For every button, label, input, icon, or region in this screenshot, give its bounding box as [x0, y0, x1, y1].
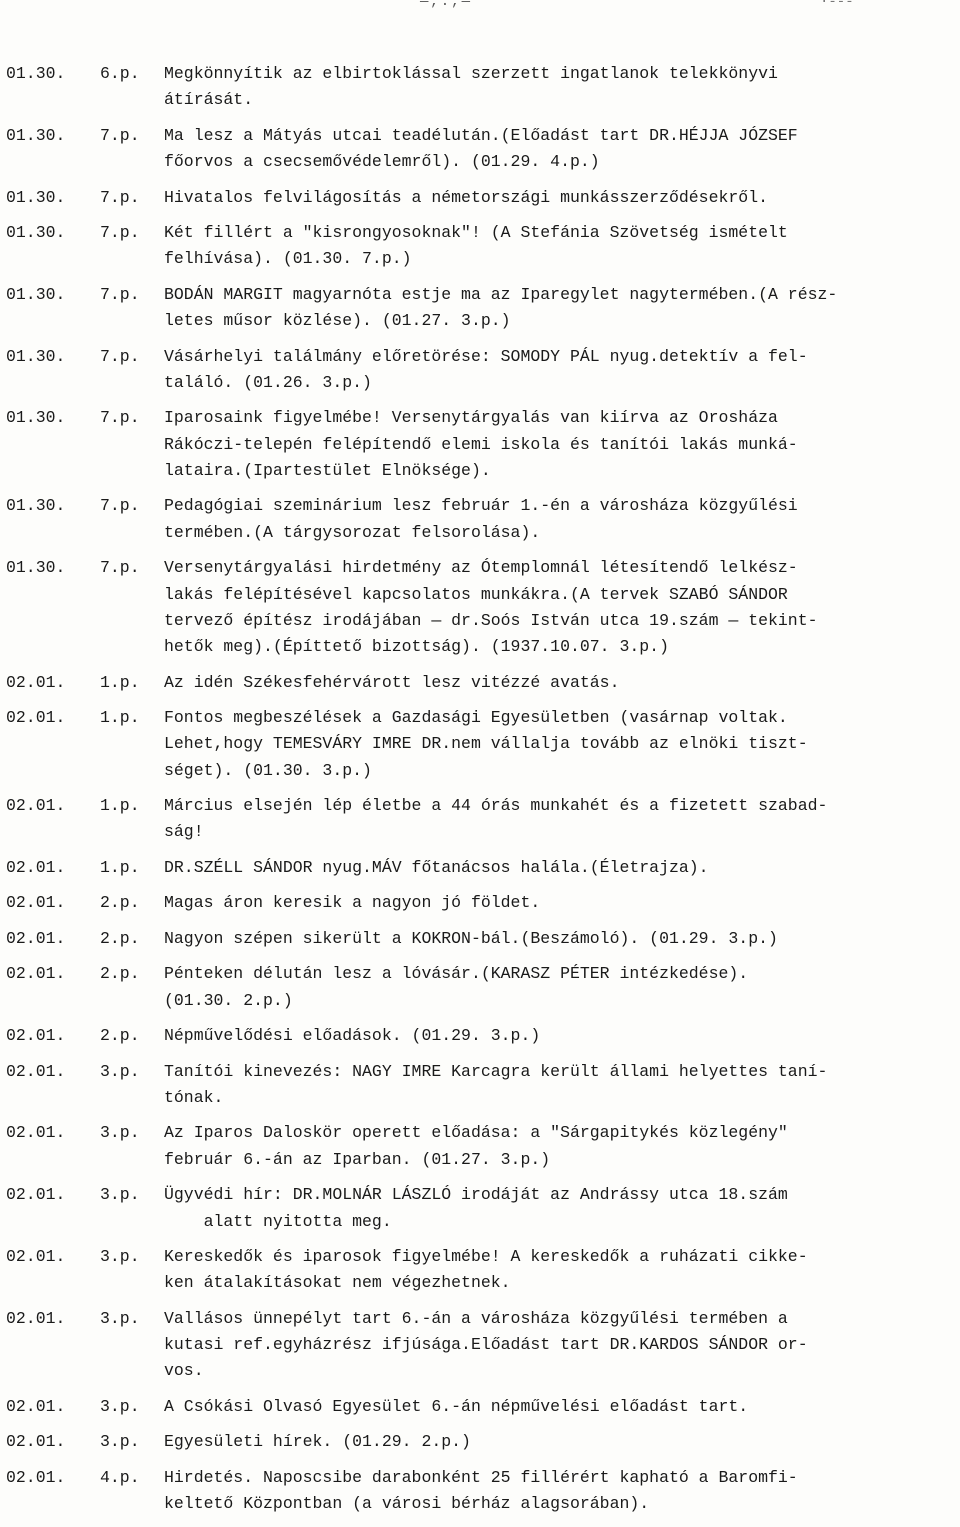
entry [0, 1059, 960, 1112]
entry-text-line: Pénteken délután lesz a lóvásár.(KARASZ PÉTER intézkedése). [164, 964, 749, 984]
entry-text-line: Hirdetés. Naposcsibe darabonként 25 fillérért kapható a Baromfi- [164, 1467, 798, 1487]
entry-page: 2.p. [100, 1026, 140, 1046]
entry-text-line: Ma lesz a Mátyás utcai teadélután.(Előadást tart DR.HÉJJA JÓZSEF [164, 125, 798, 145]
entry-date: 02.01. [6, 1026, 66, 1046]
entry-text-line: Pedagógiai szeminárium lesz február 1.-én a városháza közgyűlési [164, 496, 798, 516]
entry-page: 4.p. [100, 1467, 140, 1487]
entry-text-line: A Csókási Olvasó Egyesület 6.-án népművelési előadást tart. [164, 1396, 749, 1416]
entry-date: 01.30. [6, 496, 66, 516]
entry [0, 123, 960, 176]
entry-date: 01.30. [6, 187, 66, 207]
entry-date: 02.01. [6, 1432, 66, 1452]
entry-text-line: BODÁN MARGIT magyarnóta estje ma az Iparegylet nagytermében.(A rész- [164, 284, 838, 304]
entry-text-line: Nagyon szépen sikerült a KOKRON-bál.(Beszámoló). (01.29. 3.p.) [164, 928, 778, 948]
entry-date: 02.01. [6, 964, 66, 984]
entry-text-line: Egyesületi hírek. (01.29. 2.p.) [164, 1432, 471, 1452]
entry-page: 3.p. [100, 1396, 140, 1416]
entry-date: 01.30. [6, 125, 66, 145]
entry-page: 6.p. [100, 64, 140, 83]
entry [0, 1306, 960, 1385]
entry-text-line: lataira.(Ipartestület Elnöksége). [164, 460, 491, 480]
entry-text-line: termében.(A tárgysorozat felsorolása). [164, 522, 541, 542]
entry-page: 7.p. [100, 408, 140, 428]
entry-text-line: alatt nyitotta meg. [164, 1211, 392, 1231]
entry-text-line: tónak. [164, 1087, 224, 1107]
entry [0, 1465, 960, 1518]
entry [0, 890, 960, 916]
entry-date: 02.01. [6, 1396, 66, 1416]
entry-page: 7.p. [100, 125, 140, 145]
entry-date: 02.01. [6, 1308, 66, 1328]
entry-text-line: Ügyvédi hír: DR.MOLNÁR LÁSZLÓ irodáját az Andrássy utca 18.szám [164, 1185, 788, 1205]
entry [0, 1182, 960, 1235]
entry-page: 1.p. [100, 796, 140, 816]
entry-date: 02.01. [6, 672, 66, 692]
entry-text-line: ken átalakításokat nem végezhetnek. [164, 1273, 511, 1293]
entry-page: 3.p. [100, 1123, 140, 1143]
entry [0, 926, 960, 952]
entry-text-line: Lehet,hogy TEMESVÁRY IMRE DR.nem vállalja tovább az elnöki tiszt- [164, 734, 808, 754]
entry [0, 1394, 960, 1420]
header-mark-right: ·--- [820, 0, 854, 10]
entry-page: 7.p. [100, 223, 140, 243]
entry [0, 670, 960, 696]
entry-date: 02.01. [6, 1061, 66, 1081]
entry-list [0, 61, 960, 1527]
entry-text-line: Rákóczi-telepén felépítendő elemi iskola és tanítói lakás munká- [164, 434, 798, 454]
entry-text-line: Magas áron keresik a nagyon jó földet. [164, 893, 541, 913]
entry-text-line: február 6.-án az Iparban. (01.27. 3.p.) [164, 1149, 551, 1169]
entry-page: 7.p. [100, 187, 140, 207]
entry [0, 344, 960, 397]
entry-date: 02.01. [6, 1467, 66, 1487]
entry-text-line: Hivatalos felvilágosítás a németországi munkásszerződésekről. [164, 187, 768, 207]
entry-page: 3.p. [100, 1185, 140, 1205]
entry-text-line: Kereskedők és iparosok figyelmébe! A kereskedők a ruházati cikke- [164, 1247, 808, 1267]
entry [0, 282, 960, 335]
entry [0, 61, 960, 114]
entry-text-line: Fontos megbeszélések a Gazdasági Egyesületben (vasárnap voltak. [164, 708, 788, 728]
entry-text-line: DR.SZÉLL SÁNDOR nyug.MÁV főtanácsos halála.(Életrajza). [164, 857, 709, 877]
entry [0, 793, 960, 846]
entry-page: 7.p. [100, 346, 140, 366]
entry [0, 220, 960, 273]
entry-text-line: séget). (01.30. 3.p.) [164, 760, 372, 780]
entry-page: 3.p. [100, 1432, 140, 1452]
entry-date: 02.01. [6, 893, 66, 913]
entry-date: 01.30. [6, 408, 66, 428]
entry-text-line: Versenytárgyalási hirdetmény az Ótemplomnál létesítendő lelkész- [164, 558, 798, 578]
entry-text-line: Vásárhelyi találmány előretörése: SOMODY PÁL nyug.detektív a fel- [164, 346, 808, 366]
entry-text-line: lakás felépítésével kapcsolatos munkákra.(A tervek SZABÓ SÁNDOR [164, 584, 788, 604]
entry-page: 1.p. [100, 672, 140, 692]
entry [0, 961, 960, 1014]
entry-date: 01.30. [6, 346, 66, 366]
entry-page: 1.p. [100, 708, 140, 728]
entry-page: 3.p. [100, 1061, 140, 1081]
entry-text-line: Két fillért a "kisrongyosoknak"! (A Stefánia Szövetség ismételt [164, 223, 788, 243]
entry-date: 01.30. [6, 558, 66, 578]
entry-text-line: Tanítói kinevezés: NAGY IMRE Karcagra került állami helyettes taní- [164, 1061, 828, 1081]
entry-text-line: Vallásos ünnepélyt tart 6.-án a városháza közgyűlési termében a [164, 1308, 788, 1328]
entry [0, 493, 960, 546]
entry-date: 02.01. [6, 708, 66, 728]
entry-text-line: letes műsor közlése). (01.27. 3.p.) [164, 311, 511, 331]
entry-date: 02.01. [6, 1247, 66, 1267]
entry-text-line: felhívása). (01.30. 7.p.) [164, 249, 412, 269]
entry [0, 1023, 960, 1049]
entry-text-line: Az Iparos Daloskör operett előadása: a "Sárgapitykés közlegény" [164, 1123, 788, 1143]
entry [0, 1120, 960, 1173]
entry-date: 02.01. [6, 857, 66, 877]
entry-date: 02.01. [6, 928, 66, 948]
entry [0, 405, 960, 484]
entry-date: 02.01. [6, 796, 66, 816]
entry-date: 01.30. [6, 223, 66, 243]
entry-page: 7.p. [100, 284, 140, 304]
entry-text-line: Népművelődési előadások. (01.29. 3.p.) [164, 1026, 541, 1046]
entry-text-line: kutasi ref.egyházrész ifjúsága.Előadást tart DR.KARDOS SÁNDOR or- [164, 1335, 808, 1355]
entry-text-line: hetők meg).(Építtető bizottság). (1937.10.07. 3.p.) [164, 637, 669, 657]
entry-page: 2.p. [100, 928, 140, 948]
entry-page: 7.p. [100, 496, 140, 516]
entry-text-line: keltető Központban (a városi bérház alagsorában). [164, 1494, 650, 1514]
entry [0, 1244, 960, 1297]
entry-text-line: átírását. [164, 90, 254, 110]
entry-text-line: Megkönnyítik az elbirtoklással szerzett ingatlanok telekkönyvi [164, 64, 778, 83]
entry-text-line: ság! [164, 822, 204, 842]
entry-page: 2.p. [100, 964, 140, 984]
entry-page: 2.p. [100, 893, 140, 913]
entry-text-line: vos. [164, 1361, 204, 1381]
entry-text-line: találó. (01.26. 3.p.) [164, 372, 372, 392]
entry [0, 855, 960, 881]
entry-text-line: főorvos a csecsemővédelemről). (01.29. 4.p.) [164, 152, 600, 172]
entry-text-line: Március elsején lép életbe a 44 órás munkahét és a fizetett szabad- [164, 796, 828, 816]
entry-page: 3.p. [100, 1308, 140, 1328]
entry [0, 1429, 960, 1455]
entry-text-line: Az idén Székesfehérvárott lesz vitézzé avatás. [164, 672, 620, 692]
entry-text-line: (01.30. 2.p.) [164, 990, 293, 1010]
entry-text-line: tervező építész irodájában — dr.Soós István utca 19.szám — tekint- [164, 610, 818, 630]
entry-page: 1.p. [100, 857, 140, 877]
entry-date: 01.30. [6, 64, 66, 83]
entry-date: 01.30. [6, 284, 66, 304]
header-mark: —,.,— [420, 0, 473, 10]
entry-text-line: Iparosaink figyelmébe! Versenytárgyalás van kiírva az Orosháza [164, 408, 778, 428]
entry-page: 7.p. [100, 558, 140, 578]
entry [0, 185, 960, 211]
entry [0, 705, 960, 784]
entry-date: 02.01. [6, 1185, 66, 1205]
entry-date: 02.01. [6, 1123, 66, 1143]
entry [0, 555, 960, 660]
entry-page: 3.p. [100, 1247, 140, 1267]
